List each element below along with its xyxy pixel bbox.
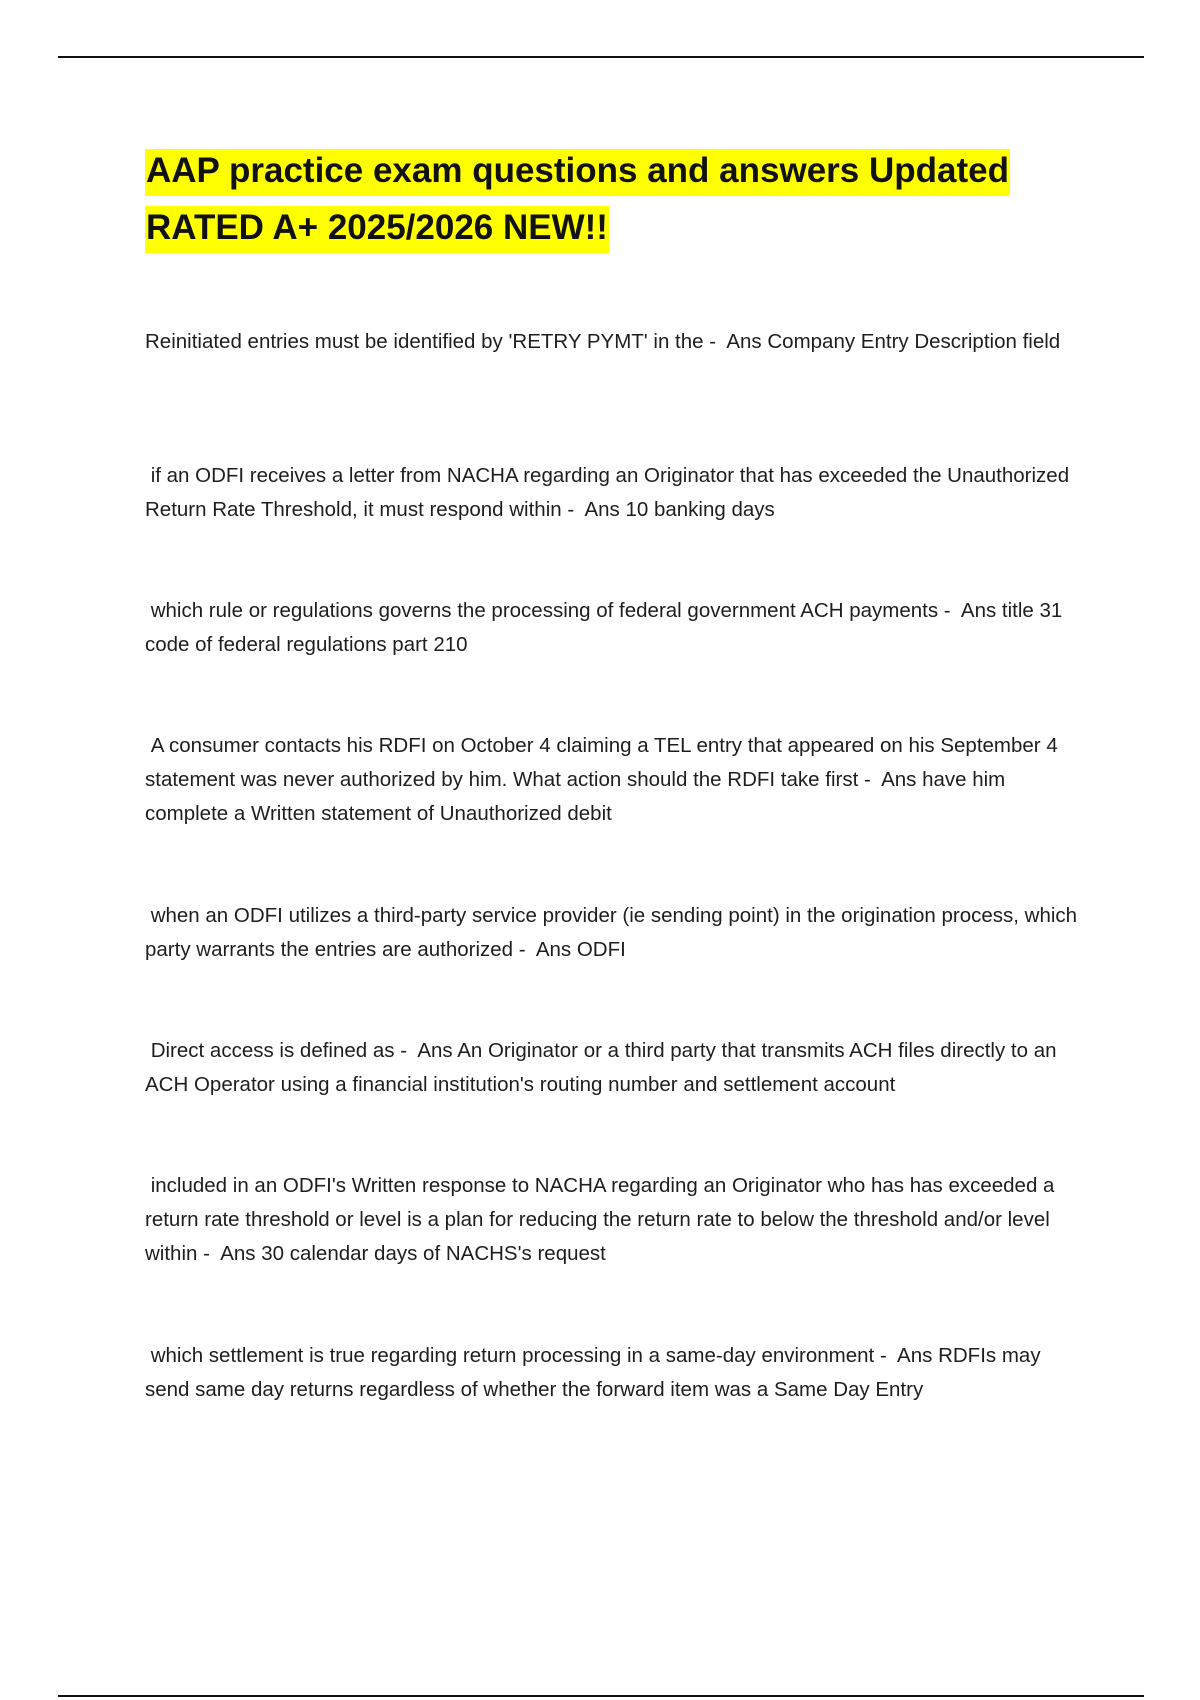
document-title [145,142,1105,256]
qa-item-8 [145,1339,1080,1407]
answer-text: Ans Company Entry Description field [726,330,1061,353]
question-text: A consumer contacts his RDFI on October 4 claiming a TEL entry that appeared on his September 4 statement was never authorized by him. What action should the RDFI take first - [145,734,1064,791]
bottom-rule [58,1695,1144,1697]
answer-text: Ans RDFIs may send same day returns regardless of whether the forward item was a Same Day Entry [145,1344,1047,1401]
answer-text: Ans have him complete a Written statement of Unauthorized debit [145,768,1011,825]
qa-item-1 [145,325,1080,359]
question-text: which settlement is true regarding return processing in a same-day environment - [145,1344,887,1367]
qa-item-3 [145,594,1080,662]
question-text: which rule or regulations governs the processing of federal government ACH payments - [145,599,951,622]
question-text: if an ODFI receives a letter from NACHA regarding an Originator that has exceeded the Unauthorized Return Rate Threshold, it must respond within - [145,464,1075,521]
top-rule [58,56,1144,58]
title-line-2: RATED A+ 2025/2026 NEW!! [145,206,609,253]
title-line-1: AAP practice exam questions and answers Updated [145,149,1010,196]
qa-item-4 [145,729,1080,831]
question-text: Direct access is defined as - [145,1039,408,1062]
question-text: when an ODFI utilizes a third-party service provider (ie sending point) in the origination process, which party warrants the entries are authorized - [145,904,1083,961]
question-text: Reinitiated entries must be identified by 'RETRY PYMT' in the - [145,330,717,353]
answer-text: Ans An Originator or a third party that transmits ACH files directly to an ACH Operator using a financial institution's routing number and settlement account [145,1039,1062,1096]
answer-text: Ans title 31 code of federal regulations part 210 [145,599,1069,656]
answer-text: Ans 30 calendar days of NACHS's request [220,1242,606,1265]
qa-item-5 [145,899,1083,967]
qa-item-7 [145,1169,1080,1271]
qa-item-6 [145,1034,1080,1102]
answer-text: Ans 10 banking days [584,498,775,521]
question-text: included in an ODFI's Written response to NACHA regarding an Originator who has has exceeded a return rate threshold or level is a plan for reducing the return rate to below the threshold and/or level within - [145,1174,1061,1265]
answer-text: Ans ODFI [535,938,626,961]
qa-item-2 [145,459,1080,527]
